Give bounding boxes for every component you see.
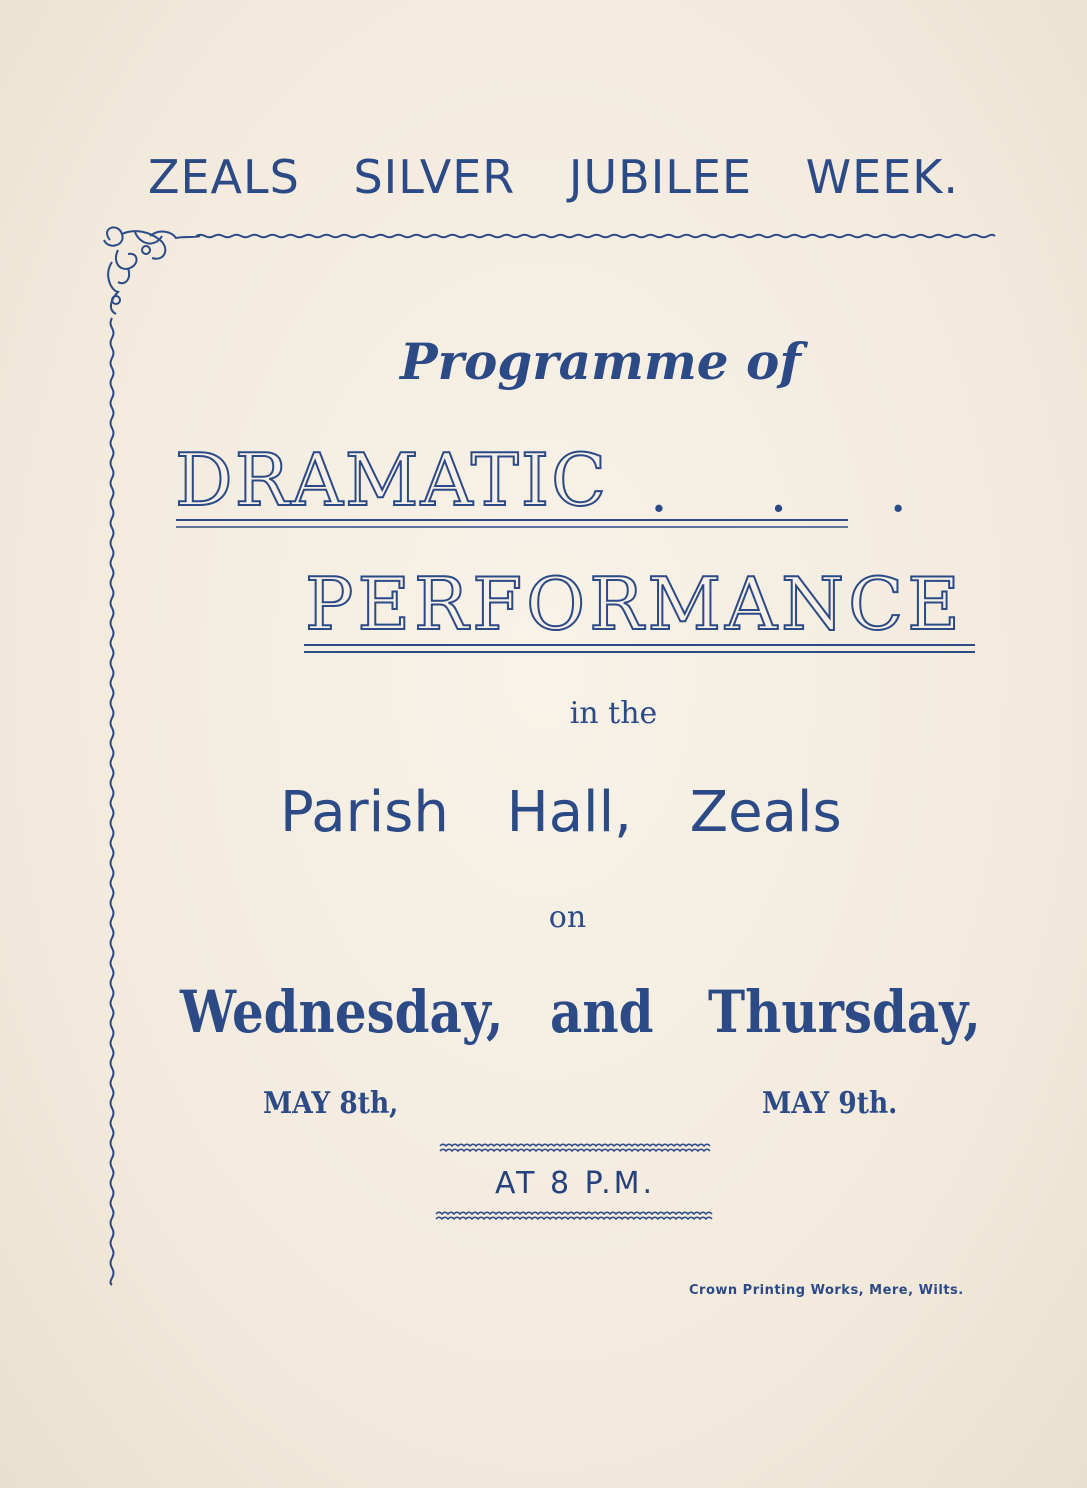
title-dots: . . . (650, 460, 950, 525)
printer-imprint: Crown Printing Works, Mere, Wilts. (689, 1283, 964, 1298)
date-may-9: MAY 9th. (762, 1086, 898, 1121)
header-word: ZEALS (147, 150, 300, 204)
day-wednesday: Wednesday, (180, 978, 504, 1046)
in-the-text: in the (569, 696, 658, 731)
title-performance: PERFORMANCE (305, 562, 964, 646)
performance-time: AT 8 P.M. (494, 1166, 656, 1201)
day-joiner: and (550, 978, 654, 1046)
on-text: on (548, 900, 587, 935)
header-word: JUBILEE (568, 150, 753, 204)
day-thursday: Thursday, (708, 978, 981, 1046)
date-may-8: MAY 8th, (263, 1086, 399, 1121)
header-word: WEEK. (805, 150, 960, 204)
programme-of-heading: Programme of (400, 332, 801, 391)
header-word: SILVER (353, 150, 516, 204)
event-header (0, 150, 1087, 204)
title-dramatic: DRAMATIC (175, 438, 609, 522)
corner-flourish (104, 227, 200, 314)
venue-name: Parish Hall, Zeals (280, 780, 842, 845)
